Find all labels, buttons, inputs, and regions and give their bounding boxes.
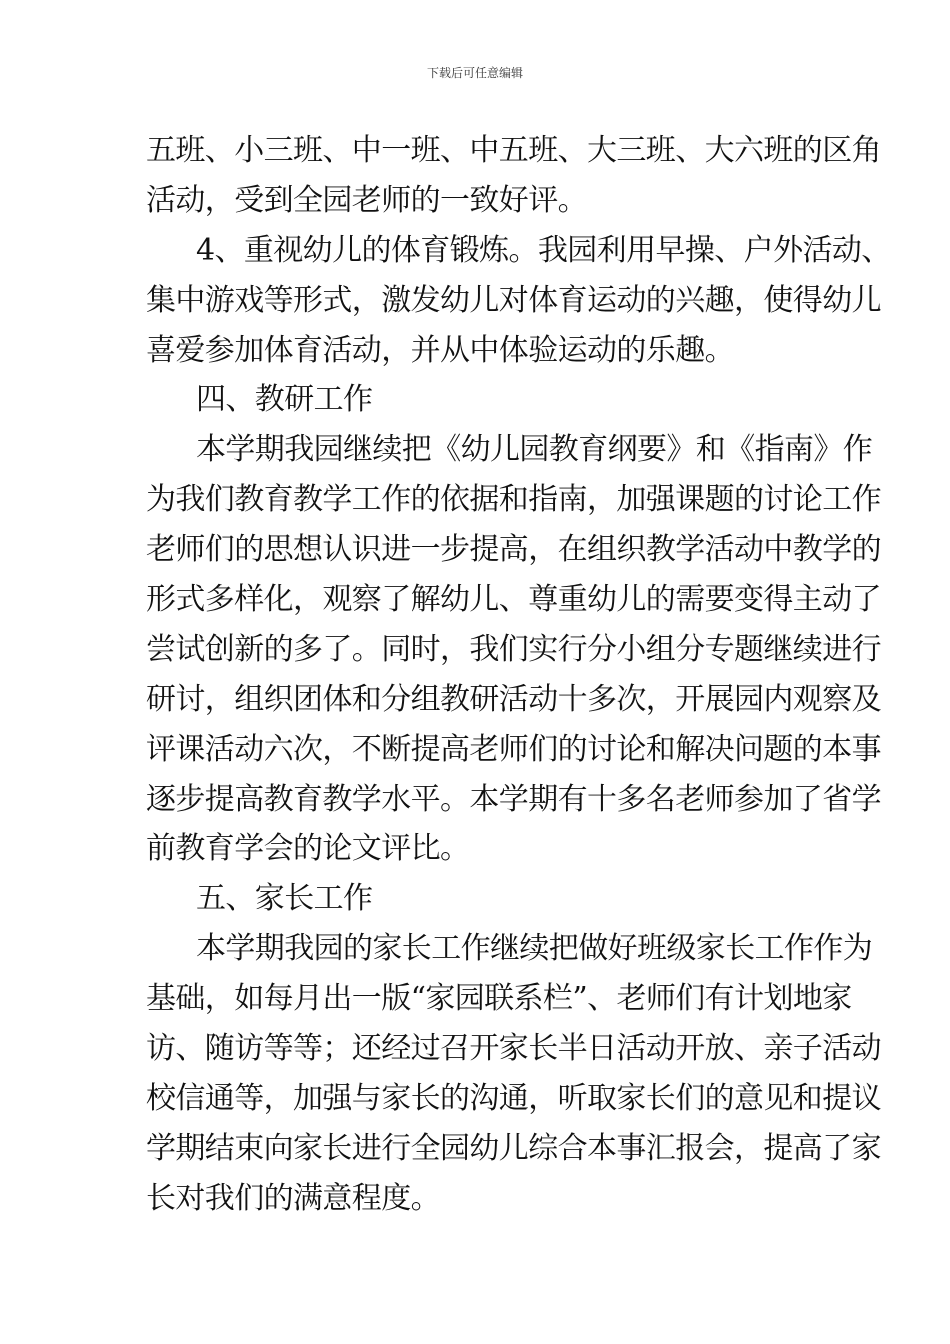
- text-line: 为我们教育教学工作的依据和指南，加强课题的讨论工作: [146, 482, 881, 518]
- text-line: 前教育学会的论文评比。: [146, 831, 470, 867]
- text-line: 本学期我园的家长工作继续把做好班级家长工作作为: [196, 931, 873, 967]
- text-line: 校信通等，加强与家长的沟通，听取家长们的意见和提议: [146, 1080, 881, 1116]
- text-line: 基础，如每月出一版“家园联系栏”、老师们有计划地家: [146, 981, 852, 1017]
- text-line: 长对我们的满意程度。: [146, 1180, 440, 1216]
- text-line: 老师们的思想认识进一步提高，在组织教学活动中教学的: [146, 532, 881, 568]
- text-line: 四、教研工作: [196, 382, 373, 418]
- text-line: 五、家长工作: [196, 881, 373, 917]
- text-line: 尝试创新的多了。同时，我们实行分小组分专题继续进行: [146, 631, 881, 667]
- text-line: 逐步提高教育教学水平。本学期有十多名老师参加了省学: [146, 781, 881, 817]
- document-body: [146, 126, 891, 1224]
- text-line: 学期结束向家长进行全园幼儿综合本事汇报会，提高了家: [146, 1130, 881, 1166]
- text-line: 形式多样化，观察了解幼儿、尊重幼儿的需要变得主动了: [146, 582, 881, 618]
- text-line: 评课活动六次，不断提高老师们的讨论和解决问题的本事: [146, 731, 881, 767]
- text-line: 喜爱参加体育活动，并从中体验运动的乐趣。: [146, 332, 734, 368]
- text-line: 本学期我园继续把《幼儿园教育纲要》和《指南》作: [196, 432, 873, 468]
- page-header: 下载后可任意编辑: [426, 66, 523, 80]
- text-line: 4、重视幼儿的体育锻炼。我园利用早操、户外活动、: [196, 232, 891, 268]
- text-line: 集中游戏等形式，激发幼儿对体育运动的兴趣，使得幼儿: [146, 282, 881, 318]
- text-line: 访、随访等等；还经过召开家长半日活动开放、亲子活动: [146, 1031, 881, 1067]
- text-line: 五班、小三班、中一班、中五班、大三班、大六班的区角: [146, 133, 881, 168]
- text-line: 活动，受到全园老师的一致好评。: [146, 182, 587, 218]
- text-line: 研讨，组织团体和分组教研活动十多次，开展园内观察及: [146, 681, 881, 717]
